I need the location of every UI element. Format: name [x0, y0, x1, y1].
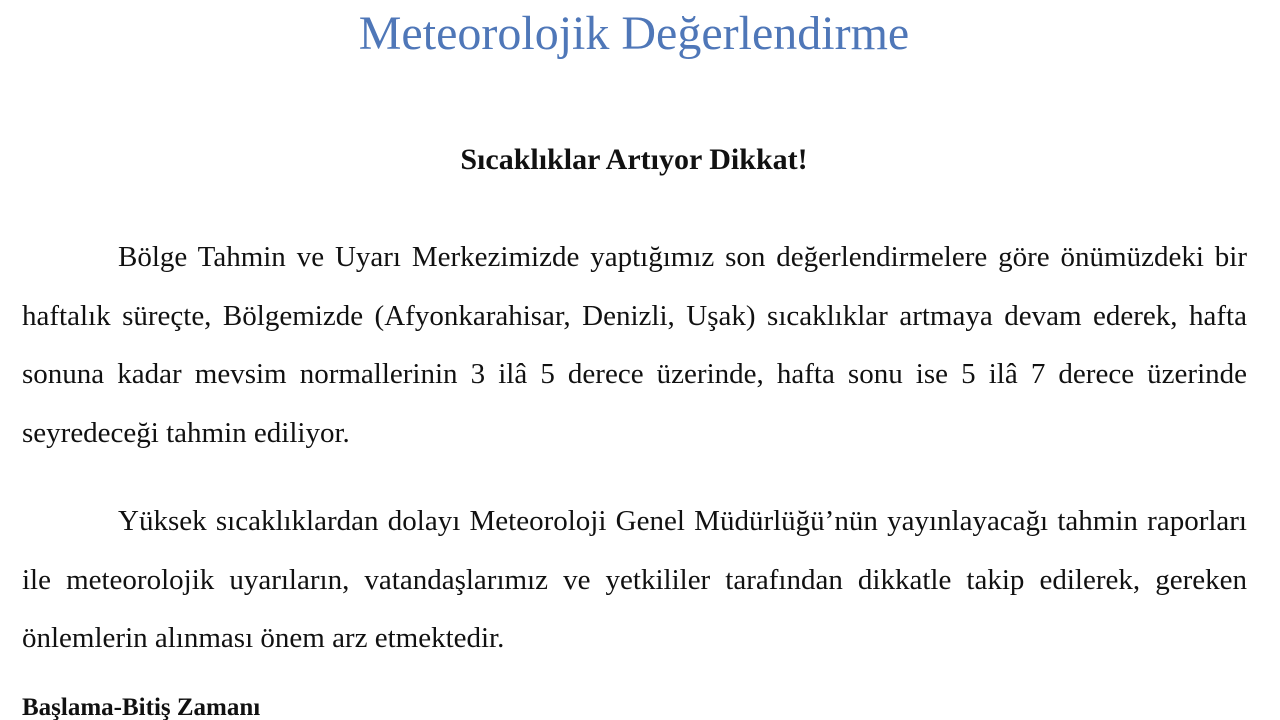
- warning-heading: Sıcaklıklar Artıyor Dikkat!: [460, 143, 808, 176]
- section-heading-start-end-time: Başlama-Bitiş Zamanı: [22, 694, 261, 720]
- document-title: Meteorolojik Değerlendirme: [358, 7, 910, 60]
- paragraph-advice: Yüksek sıcaklıklardan dolayı Meteoroloji Genel Müdürlüğü’nün yayınlayacağı tahmin raporları ile meteorolojik uyarıların, vatandaşlarımız ve yetkililer tarafından dikkatle takip edilerek, gereken önlemlerin alınması önem arz etmektedir.: [22, 505, 1247, 654]
- paragraph-forecast: Bölge Tahmin ve Uyarı Merkezimizde yaptığımız son değerlendirmelere göre önümüzdeki bir haftalık süreçte, Bölgemizde (Afyonkarahisar, Denizli, Uşak) sıcaklıklar artmaya devam ederek, hafta sonuna kadar mevsim normallerinin 3 ilâ 5 derece üzerinde, hafta sonu ise 5 ilâ 7 derece üzerinde seyredeceği tahmin ediliyor.: [22, 241, 1247, 449]
